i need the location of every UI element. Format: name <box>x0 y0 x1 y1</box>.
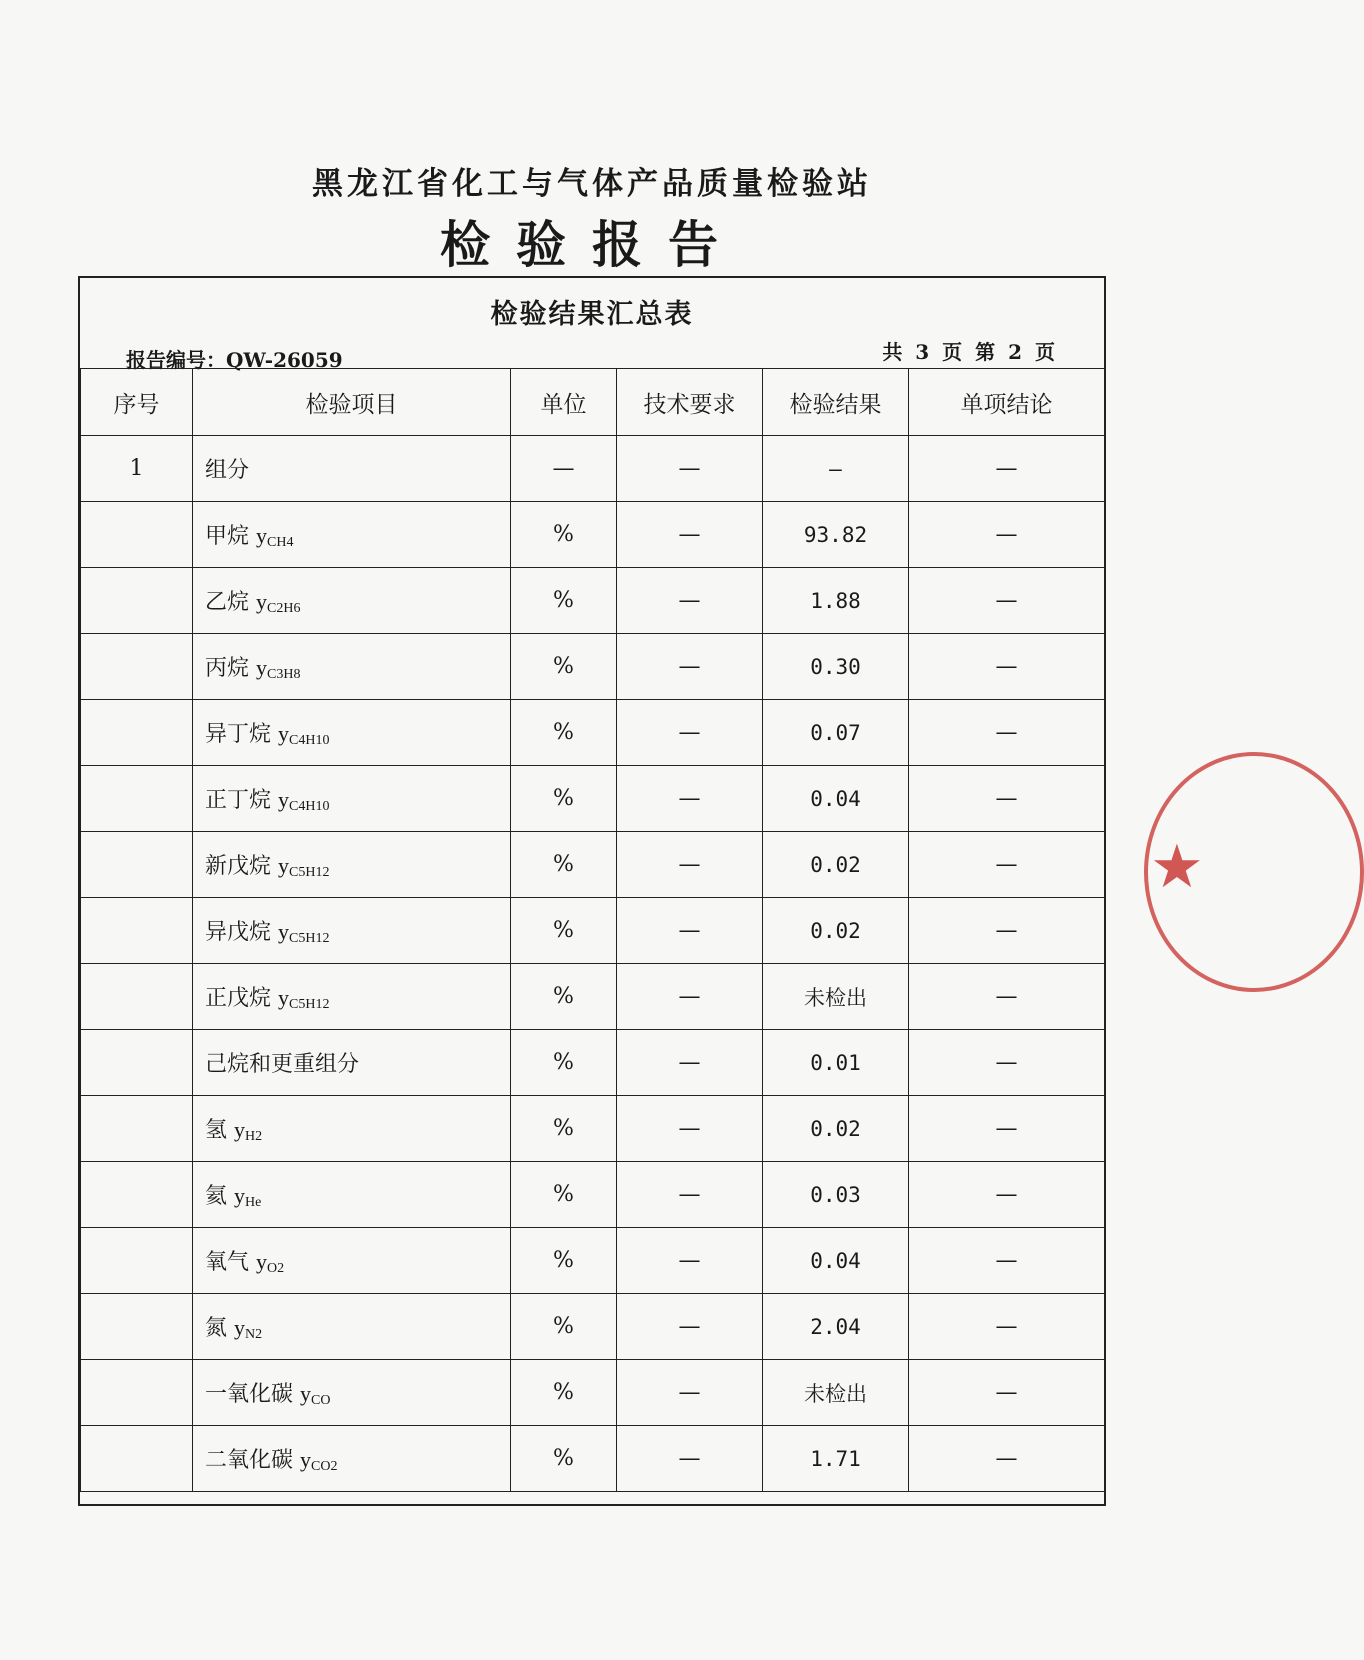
cell-conclusion: — <box>909 1162 1105 1228</box>
item-symbol: y <box>256 1248 267 1274</box>
cell-conclusion: — <box>909 1426 1105 1492</box>
item-symbol: y <box>278 720 289 746</box>
table-row <box>81 1360 1105 1426</box>
cell-unit: % <box>511 1228 617 1294</box>
item-symbol-subscript: He <box>245 1194 262 1210</box>
table-row <box>81 436 1105 502</box>
cell-requirement: — <box>617 1360 763 1426</box>
header-result: 检验结果 <box>763 369 909 436</box>
cell-unit: % <box>511 1294 617 1360</box>
cell-requirement: — <box>617 700 763 766</box>
cell-seq: 1 <box>81 436 193 502</box>
cell-item <box>193 1162 511 1228</box>
cell-unit: % <box>511 1360 617 1426</box>
cell-unit: % <box>511 502 617 568</box>
cell-conclusion: — <box>909 1360 1105 1426</box>
item-symbol-subscript: O2 <box>267 1260 285 1276</box>
item-symbol: y <box>278 786 289 812</box>
cell-conclusion: — <box>909 898 1105 964</box>
table-row <box>81 1030 1105 1096</box>
cell-conclusion: — <box>909 1228 1105 1294</box>
cell-conclusion: — <box>909 1294 1105 1360</box>
organization-name: 黑龙江省化工与气体产品质量检验站 <box>312 166 872 202</box>
table-row <box>81 1162 1105 1228</box>
cell-requirement: — <box>617 1030 763 1096</box>
table-header-row <box>81 369 1105 436</box>
item-symbol-subscript: CH4 <box>267 534 294 550</box>
cell-result: 0.02 <box>763 1096 909 1162</box>
cell-requirement: — <box>617 634 763 700</box>
cell-result: 0.03 <box>763 1162 909 1228</box>
cell-item <box>193 1228 511 1294</box>
cell-result: 0.07 <box>763 700 909 766</box>
header-unit: 单位 <box>511 369 617 436</box>
header-requirement: 技术要求 <box>617 369 763 436</box>
cell-seq <box>81 568 193 634</box>
cell-seq <box>81 1162 193 1228</box>
cell-seq <box>81 832 193 898</box>
item-symbol-subscript: C5H12 <box>289 864 330 880</box>
cell-conclusion: — <box>909 568 1105 634</box>
cell-item <box>193 832 511 898</box>
cell-unit: % <box>511 634 617 700</box>
header-item: 检验项目 <box>193 369 511 436</box>
cell-item <box>193 1360 511 1426</box>
item-symbol: y <box>256 522 267 548</box>
item-symbol: y <box>300 1446 311 1472</box>
item-name: 氮 <box>205 1315 234 1341</box>
cell-conclusion: — <box>909 766 1105 832</box>
item-name: 正丁烷 <box>205 787 278 813</box>
item-name: 氢 <box>205 1117 234 1143</box>
cell-conclusion: — <box>909 700 1105 766</box>
table-row <box>81 1426 1105 1492</box>
page-info: 共 3 页 第 2 页 <box>882 340 1058 364</box>
document-title: 检验报告 <box>440 215 744 274</box>
item-name: 乙烷 <box>205 589 256 615</box>
item-name: 丙烷 <box>205 655 256 681</box>
table-row <box>81 832 1105 898</box>
cell-seq <box>81 634 193 700</box>
item-name: 组分 <box>205 457 250 483</box>
item-symbol: y <box>234 1116 245 1142</box>
item-symbol: y <box>234 1182 245 1208</box>
cell-conclusion: — <box>909 436 1105 502</box>
table-row <box>81 1228 1105 1294</box>
cell-seq <box>81 766 193 832</box>
table-row <box>81 1096 1105 1162</box>
cell-unit: % <box>511 964 617 1030</box>
cell-seq <box>81 898 193 964</box>
table-row <box>81 964 1105 1030</box>
cell-item <box>193 502 511 568</box>
cell-result: 0.04 <box>763 1228 909 1294</box>
cell-result: 1.71 <box>763 1426 909 1492</box>
cell-seq <box>81 1294 193 1360</box>
item-symbol: y <box>256 588 267 614</box>
cell-unit: % <box>511 1096 617 1162</box>
cell-seq <box>81 1030 193 1096</box>
cell-item <box>193 700 511 766</box>
item-symbol: y <box>278 918 289 944</box>
item-symbol: y <box>278 852 289 878</box>
cell-unit: — <box>511 436 617 502</box>
header-seq: 序号 <box>81 369 193 436</box>
item-name: 新戊烷 <box>205 853 278 879</box>
cell-requirement: — <box>617 1228 763 1294</box>
cell-result: 2.04 <box>763 1294 909 1360</box>
report-number-label: 报告编号： <box>126 348 226 372</box>
table-row <box>81 700 1105 766</box>
cell-result: 1.88 <box>763 568 909 634</box>
cell-seq <box>81 1228 193 1294</box>
table-row <box>81 634 1105 700</box>
cell-unit: % <box>511 1162 617 1228</box>
cell-requirement: — <box>617 832 763 898</box>
item-symbol-subscript: C3H8 <box>267 666 301 682</box>
cell-item <box>193 568 511 634</box>
item-symbol-subscript: N2 <box>245 1326 263 1342</box>
item-name: 异丁烷 <box>205 721 278 747</box>
item-name: 氦 <box>205 1183 234 1209</box>
cell-unit: % <box>511 898 617 964</box>
cell-requirement: — <box>617 1426 763 1492</box>
cell-unit: % <box>511 766 617 832</box>
cell-conclusion: — <box>909 1096 1105 1162</box>
cell-conclusion: — <box>909 964 1105 1030</box>
report-number-value: QW-26059 <box>226 348 343 372</box>
cell-unit: % <box>511 700 617 766</box>
cell-item <box>193 1294 511 1360</box>
summary-title: 检验结果汇总表 <box>490 299 694 330</box>
item-symbol-subscript: C5H12 <box>289 930 330 946</box>
cell-item <box>193 1096 511 1162</box>
item-symbol: y <box>256 654 267 680</box>
cell-unit: % <box>511 1030 617 1096</box>
cell-result: 0.30 <box>763 634 909 700</box>
item-name: 正戊烷 <box>205 985 278 1011</box>
cell-result: 未检出 <box>763 1360 909 1426</box>
cell-item <box>193 766 511 832</box>
item-symbol-subscript: C2H6 <box>267 600 301 616</box>
results-table <box>80 368 1105 1492</box>
cell-unit: % <box>511 1426 617 1492</box>
cell-conclusion: — <box>909 502 1105 568</box>
cell-seq <box>81 1426 193 1492</box>
cell-requirement: — <box>617 568 763 634</box>
cell-requirement: — <box>617 964 763 1030</box>
item-symbol: y <box>300 1380 311 1406</box>
cell-item <box>193 436 511 502</box>
item-name: 一氧化碳 <box>205 1381 300 1407</box>
cell-unit: % <box>511 832 617 898</box>
cell-seq <box>81 964 193 1030</box>
cell-conclusion: — <box>909 1030 1105 1096</box>
cell-item <box>193 1426 511 1492</box>
cell-result: 0.02 <box>763 832 909 898</box>
cell-result: 0.04 <box>763 766 909 832</box>
item-symbol-subscript: C4H10 <box>289 732 330 748</box>
item-symbol: y <box>278 984 289 1010</box>
cell-requirement: — <box>617 1162 763 1228</box>
report-body <box>78 276 1106 1506</box>
cell-result: 未检出 <box>763 964 909 1030</box>
cell-seq <box>81 700 193 766</box>
table-row <box>81 898 1105 964</box>
item-symbol-subscript: C5H12 <box>289 996 330 1012</box>
cell-requirement: — <box>617 1294 763 1360</box>
item-name: 己烷和更重组分 <box>205 1051 360 1077</box>
item-name: 异戊烷 <box>205 919 278 945</box>
cell-item <box>193 898 511 964</box>
cell-requirement: — <box>617 766 763 832</box>
cell-requirement: — <box>617 502 763 568</box>
table-row <box>81 766 1105 832</box>
cell-result: 0.02 <box>763 898 909 964</box>
item-symbol-subscript: H2 <box>245 1128 263 1144</box>
cell-item <box>193 634 511 700</box>
item-symbol-subscript: CO2 <box>311 1458 338 1474</box>
item-name: 二氧化碳 <box>205 1447 300 1473</box>
cell-conclusion: — <box>909 832 1105 898</box>
item-symbol-subscript: CO <box>311 1392 331 1408</box>
cell-requirement: — <box>617 436 763 502</box>
cell-requirement: — <box>617 1096 763 1162</box>
header-conclusion: 单项结论 <box>909 369 1105 436</box>
cell-conclusion: — <box>909 634 1105 700</box>
cell-result: — <box>763 436 909 502</box>
item-name: 甲烷 <box>205 523 256 549</box>
red-seal-stamp-icon: ★ <box>1144 752 1184 992</box>
cell-item <box>193 1030 511 1096</box>
table-row <box>81 1294 1105 1360</box>
cell-requirement: — <box>617 898 763 964</box>
item-symbol: y <box>234 1314 245 1340</box>
cell-seq <box>81 502 193 568</box>
cell-seq <box>81 1096 193 1162</box>
table-row <box>81 568 1105 634</box>
cell-unit: % <box>511 568 617 634</box>
item-name: 氧气 <box>205 1249 256 1275</box>
cell-seq <box>81 1360 193 1426</box>
item-symbol-subscript: C4H10 <box>289 798 330 814</box>
cell-item <box>193 964 511 1030</box>
cell-result: 0.01 <box>763 1030 909 1096</box>
table-row <box>81 502 1105 568</box>
cell-result: 93.82 <box>763 502 909 568</box>
